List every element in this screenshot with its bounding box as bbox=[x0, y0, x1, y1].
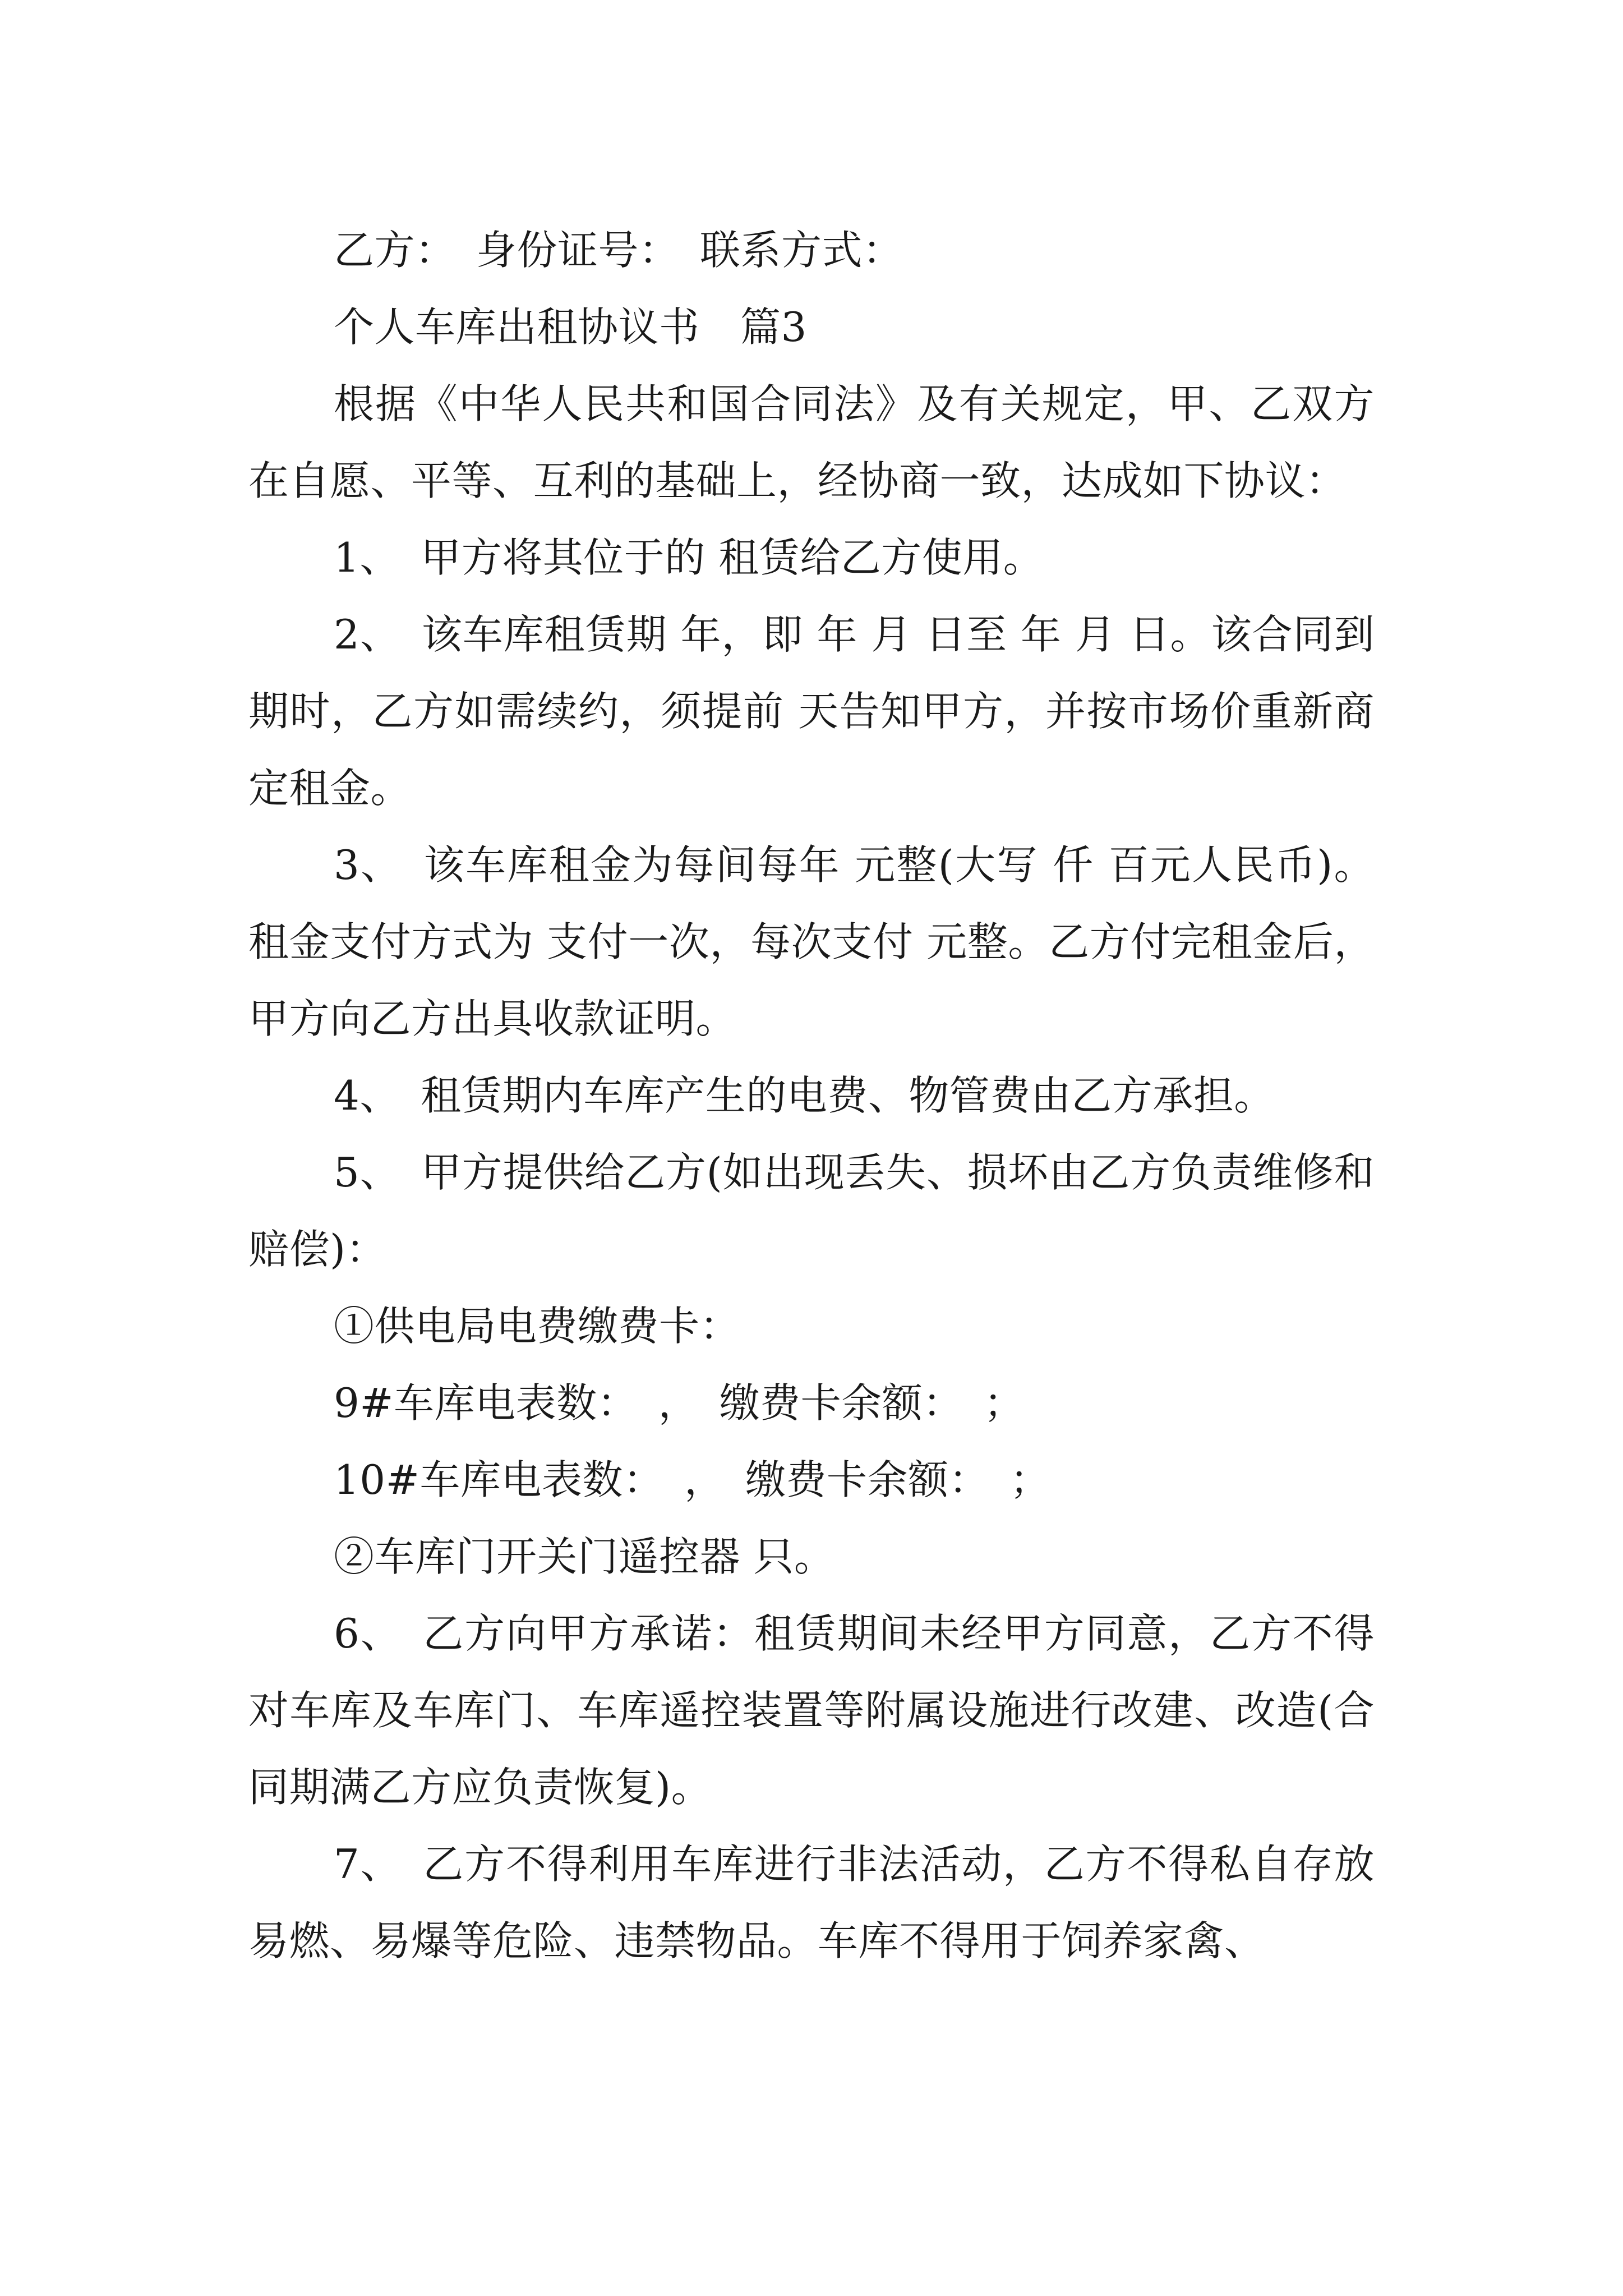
clause-7: 7、 乙方不得利用车库进行非法活动，乙方不得私自存放易燃、易爆等危险、违禁物品。车库不得用于饲养家禽、 bbox=[248, 1841, 1375, 1964]
clause-5: 5、 甲方提供给乙方(如出现丢失、损坏由乙方负责维修和赔偿)： bbox=[248, 1149, 1375, 1273]
clause-5-item-remote: ②车库门开关门遥控器 只。 bbox=[334, 1533, 835, 1580]
document-body bbox=[248, 212, 1375, 1980]
clause-3: 3、 该车库租金为每间每年 元整(大写 仟 百元人民币)。租金支付方式为 支付一次，每次支付 元整。乙方付完租金后，甲方向乙方出具收款证明。 bbox=[248, 841, 1375, 1042]
section-heading: 个人车库出租协议书 篇3 bbox=[334, 303, 807, 351]
clause-2: 2、 该车库租赁期 年，即 年 月 日至 年 月 日。该合同到期时，乙方如需续约，须提前 天告知甲方，并按市场价重新商定租金。 bbox=[248, 611, 1375, 812]
clause-5-garage-9-meter: 9#车库电表数： ， 缴费卡余额： ； bbox=[334, 1379, 1025, 1427]
clause-5-garage-10-meter: 10#车库电表数： ， 缴费卡余额： ； bbox=[334, 1456, 1050, 1503]
party-b-info-line: 乙方： 身份证号： 联系方式： bbox=[334, 227, 903, 274]
clause-5-item-electricity-card: ①供电局电费缴费卡： bbox=[334, 1303, 741, 1350]
clause-6: 6、 乙方向甲方承诺：租赁期间未经甲方同意，乙方不得对车库及车库门、车库遥控装置等附属设施进行改建、改造(合同期满乙方应负责恢复)。 bbox=[248, 1610, 1375, 1811]
preamble-paragraph: 根据《中华人民共和国合同法》及有关规定，甲、乙双方在自愿、平等、互利的基础上，经协商一致，达成如下协议： bbox=[248, 380, 1375, 504]
clause-4: 4、 租赁期内车库产生的电费、物管费由乙方承担。 bbox=[334, 1072, 1275, 1119]
clause-1: 1、 甲方将其位于的 租赁给乙方使用。 bbox=[334, 534, 1044, 581]
